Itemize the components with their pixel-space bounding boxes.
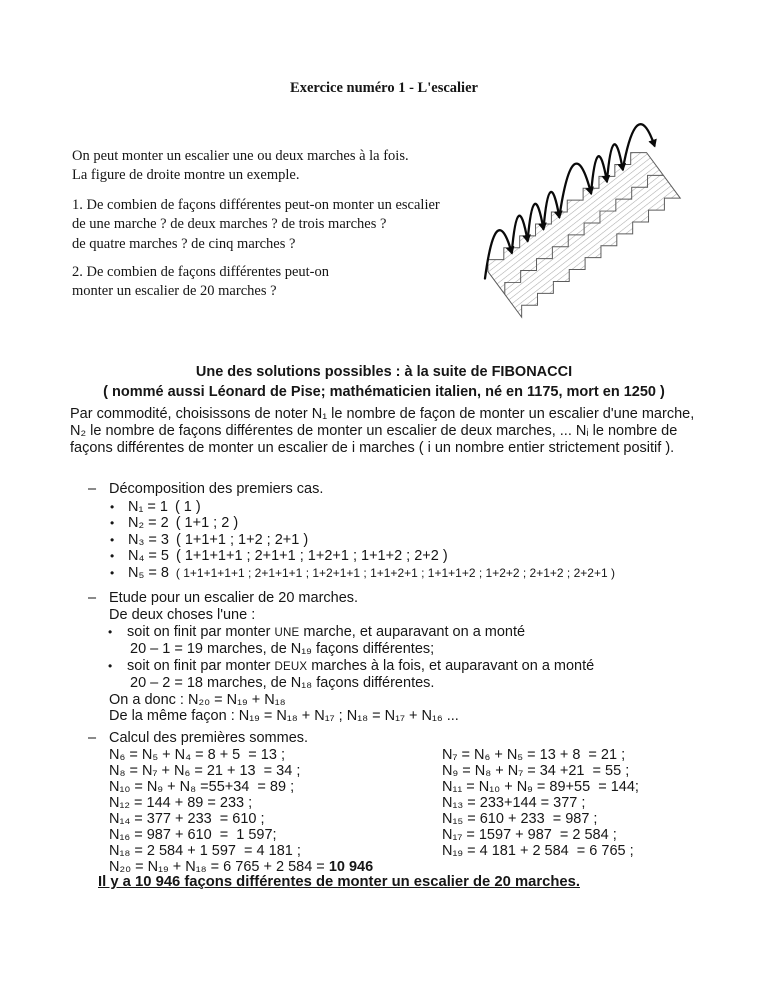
calc-row: N₁₀ = N₉ + N₈ =55+34 = 89 ; (109, 779, 295, 795)
calc-right-column (442, 747, 639, 859)
calc-row: N₁₃ = 233+144 = 377 ; (442, 795, 586, 811)
calc-row: N₆ = N₅ + N₄ = 8 + 5 = 13 ; (109, 747, 285, 763)
etude-bullet-2 (108, 658, 594, 676)
dash-marker: – (88, 481, 97, 497)
une-emphasis: UNE (274, 626, 300, 639)
item-detail: ( 1+1+1+1+1 ; 2+1+1+1 ; 1+2+1+1 ; 1+1+2+1 ; 1+1+1+2 ; 1+2+2 ; 2+1+2 ; 2+2+1 ) (175, 565, 615, 580)
bullet-marker: • (110, 565, 115, 580)
bullet-marker: • (110, 516, 115, 531)
bullet-marker: • (108, 658, 113, 673)
question-2 (72, 263, 329, 302)
item-formula: N₃ = 3 (128, 531, 169, 548)
bullet-1-text: soit on finit par monter UNE marche, et auparavant on a monté (127, 623, 526, 640)
final-result-value: 10 946 (328, 859, 374, 875)
calcul-title: Calcul des premières sommes. (109, 730, 309, 746)
calc-row: N₈ = N₇ + N₆ = 21 + 13 = 34 ; (109, 763, 301, 779)
calc-row: N₁₆ = 987 + 610 = 1 597; (109, 827, 277, 843)
question-2-line-2: monter un escalier de 20 marches ? (72, 283, 277, 300)
calc-row: N₁₄ = 377 + 233 = 610 ; (109, 811, 265, 827)
etude-title: Etude pour un escalier de 20 marches. (109, 590, 359, 606)
decomposition-item (110, 515, 615, 531)
commodite-paragraph: Par commodité, choisissons de noter N₁ le nombre de façon de monter un escalier d'une marche, N₂ le nombre de façons différentes de monter un escalier de deux marches, ... Nᵢ le nombre de façons différentes de monter un escalier de i marches ( i un nombre entier strictement positif ). (70, 406, 695, 457)
calc-row: N₁₁ = N₁₀ + N₉ = 89+55 = 144; (442, 779, 639, 795)
staircase-figure (482, 112, 710, 324)
question-1-line-2: de une marche ? de deux marches ? de trois marches ? (72, 216, 387, 233)
decomposition-item (110, 565, 615, 581)
dash-marker: – (88, 730, 97, 746)
calc-left-column (109, 747, 373, 875)
bullet-2-text: soit on finit par monter DEUX marches à la fois, et auparavant on a monté (127, 657, 595, 674)
conclusion-line: Il y a 10 946 façons différentes de monter un escalier de 20 marches. (98, 874, 580, 890)
decomposition-list (110, 499, 615, 581)
intro-line-1: On peut monter un escalier une ou deux marches à la fois. (72, 148, 409, 164)
item-formula: N₂ = 2 (128, 515, 169, 532)
calc-row: N₁₈ = 2 584 + 1 597 = 4 181 ; (109, 843, 301, 859)
dash-marker: – (88, 590, 97, 606)
intro-line-2: La figure de droite montre un exemple. (72, 167, 300, 184)
bullet-marker: • (110, 532, 115, 547)
solution-heading-line-2: ( nommé aussi Léonard de Pise; mathématicien italien, né en 1175, mort en 1250 ) (103, 384, 665, 400)
decomposition-item (110, 548, 615, 564)
calc-final-row: N₂₀ = N₁₉ + N₁₈ = 6 765 + 2 584 = 10 946 (109, 859, 374, 875)
bullet-marker: • (110, 500, 115, 514)
item-detail: ( 1+1+1 ; 1+2 ; 2+1 ) (175, 531, 309, 548)
calcul-section (88, 729, 639, 875)
decomposition-item (110, 499, 615, 515)
recurrence-line-1: On a donc : N₂₀ = N₁₉ + N₁₈ (109, 691, 286, 708)
bullet-1-continuation: 20 – 1 = 19 marches, de N₁₉ façons différentes; (130, 641, 435, 657)
bullet-2-continuation: 20 – 2 = 18 marches, de N₁₈ façons différentes. (130, 675, 435, 691)
question-1 (72, 196, 440, 254)
item-formula: N₁ = 1 (128, 499, 168, 515)
question-1-line-1: 1. De combien de façons différentes peut-on monter un escalier (72, 197, 440, 213)
item-detail: ( 1 ) (174, 499, 201, 515)
decomposition-section (88, 480, 615, 581)
decomposition-title: Décomposition des premiers cas. (109, 481, 324, 497)
question-2-line-1: 2. De combien de façons différentes peut-on (72, 264, 330, 280)
calc-row: N₁₇ = 1597 + 987 = 2 584 ; (442, 827, 617, 843)
bullet-marker: • (108, 624, 113, 639)
calc-row: N₁₉ = 4 181 + 2 584 = 6 765 ; (442, 843, 634, 859)
page-title: Exercice numéro 1 - L'escalier (290, 80, 478, 96)
calc-row: N₇ = N₆ + N₅ = 13 + 8 = 21 ; (442, 747, 626, 763)
calc-row: N₁₂ = 144 + 89 = 233 ; (109, 795, 253, 811)
staircase-with-hop-arrows-figure (482, 112, 710, 324)
question-1-line-3: de quatre marches ? de cinq marches ? (72, 235, 296, 252)
calc-row: N₉ = N₈ + N₇ = 34 +21 = 55 ; (442, 763, 630, 779)
item-formula: N₅ = 8 (128, 564, 169, 581)
intro-paragraph (72, 147, 409, 186)
solution-heading-line-1: Une des solutions possibles : à la suite de FIBONACCI (195, 364, 573, 380)
item-detail: ( 1+1+1+1 ; 2+1+1 ; 1+2+1 ; 1+1+2 ; 2+2 ) (175, 548, 448, 565)
deux-emphasis: DEUX (274, 660, 308, 673)
decomposition-item (110, 532, 615, 548)
calc-row: N₁₅ = 610 + 233 = 987 ; (442, 811, 598, 827)
recurrence-line-2: De la même façon : N₁₉ = N₁₈ + N₁₇ ; N₁₈ = N₁₇ + N₁₆ ... (109, 708, 459, 724)
item-detail: ( 1+1 ; 2 ) (175, 515, 239, 532)
bullet-marker: • (110, 549, 115, 564)
solution-heading (34, 362, 734, 402)
item-formula: N₄ = 5 (128, 548, 169, 565)
etude-subtitle: De deux choses l'une : (109, 607, 256, 623)
etude-bullet-1 (108, 624, 594, 642)
etude-section (88, 589, 594, 725)
